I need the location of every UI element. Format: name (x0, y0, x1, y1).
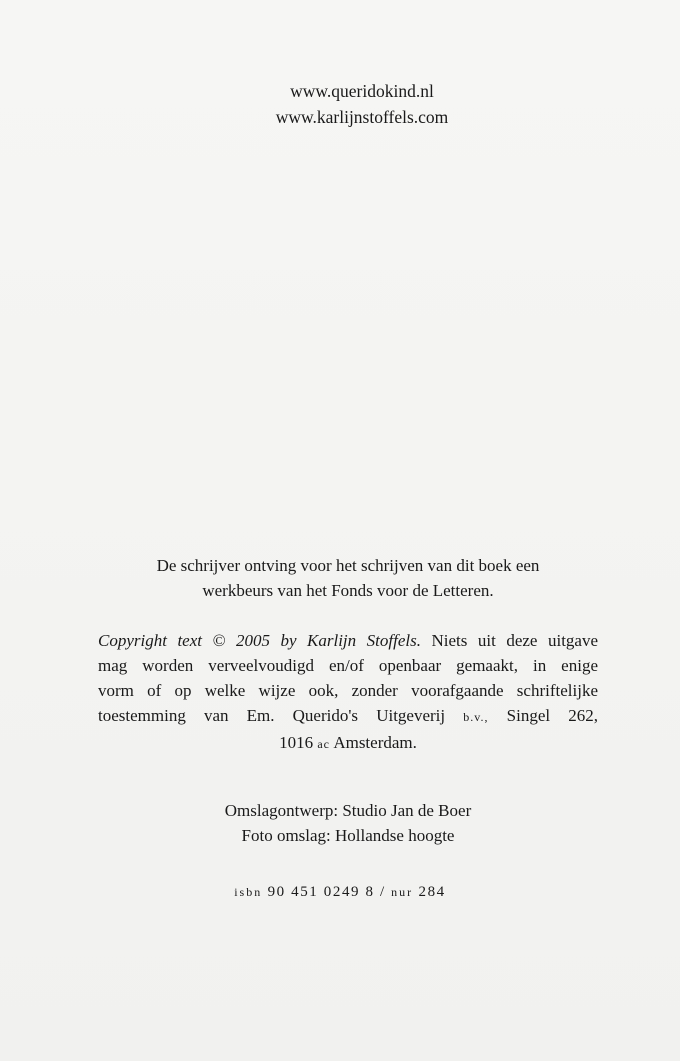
isbn-line (0, 884, 680, 901)
isbn-number: 90 451 0249 8 (267, 884, 375, 900)
publisher-url[interactable]: www.queridokind.nl (290, 81, 434, 101)
isbn-label: isbn (234, 885, 263, 899)
grant-notice (98, 553, 598, 603)
copyright-line-4 (98, 703, 598, 730)
postcode-letters: ac (317, 737, 330, 751)
cover-design-credit: Omslagontwerp: Studio Jan de Boer (224, 801, 472, 820)
postcode-digits: 1016 (279, 733, 314, 752)
publisher-address: Singel 262, (506, 706, 599, 725)
copyright-line-5 (98, 730, 598, 757)
nur-number: 284 (418, 884, 446, 900)
grant-line-2: werkbeurs van het Fonds voor de Letteren. (202, 581, 494, 600)
isbn-separator: / (379, 884, 386, 900)
copyright-holder: © 2005 by Karlijn Stoffels. (212, 631, 421, 650)
grant-line-1: De schrijver ontving voor het schrijven van dit boek een (156, 556, 540, 575)
cover-credits (98, 798, 598, 848)
copyright-line-2: mag worden verveelvoudigd en/of openbaar gemaakt, in enige (98, 656, 598, 675)
copyright-line-4-start: toestemming van Em. Querido's Uitgeverij (98, 706, 446, 725)
copyright-line-1 (98, 628, 598, 653)
cover-photo-credit: Foto omslag: Hollandse hoogte (241, 826, 455, 845)
company-form: b.v., (463, 710, 489, 724)
author-url[interactable]: www.karlijnstoffels.com (275, 107, 449, 127)
website-links (0, 78, 680, 130)
copyright-notice (98, 628, 598, 757)
copyright-line-3: vorm of op welke wijze ook, zonder voorafgaande schriftelijke (98, 681, 598, 700)
nur-label: nur (391, 885, 414, 899)
copyright-line-1-rest: Niets uit deze uitgave (431, 631, 599, 650)
copyright-label: Copyright text (98, 631, 202, 650)
city: Amsterdam. (333, 733, 417, 752)
